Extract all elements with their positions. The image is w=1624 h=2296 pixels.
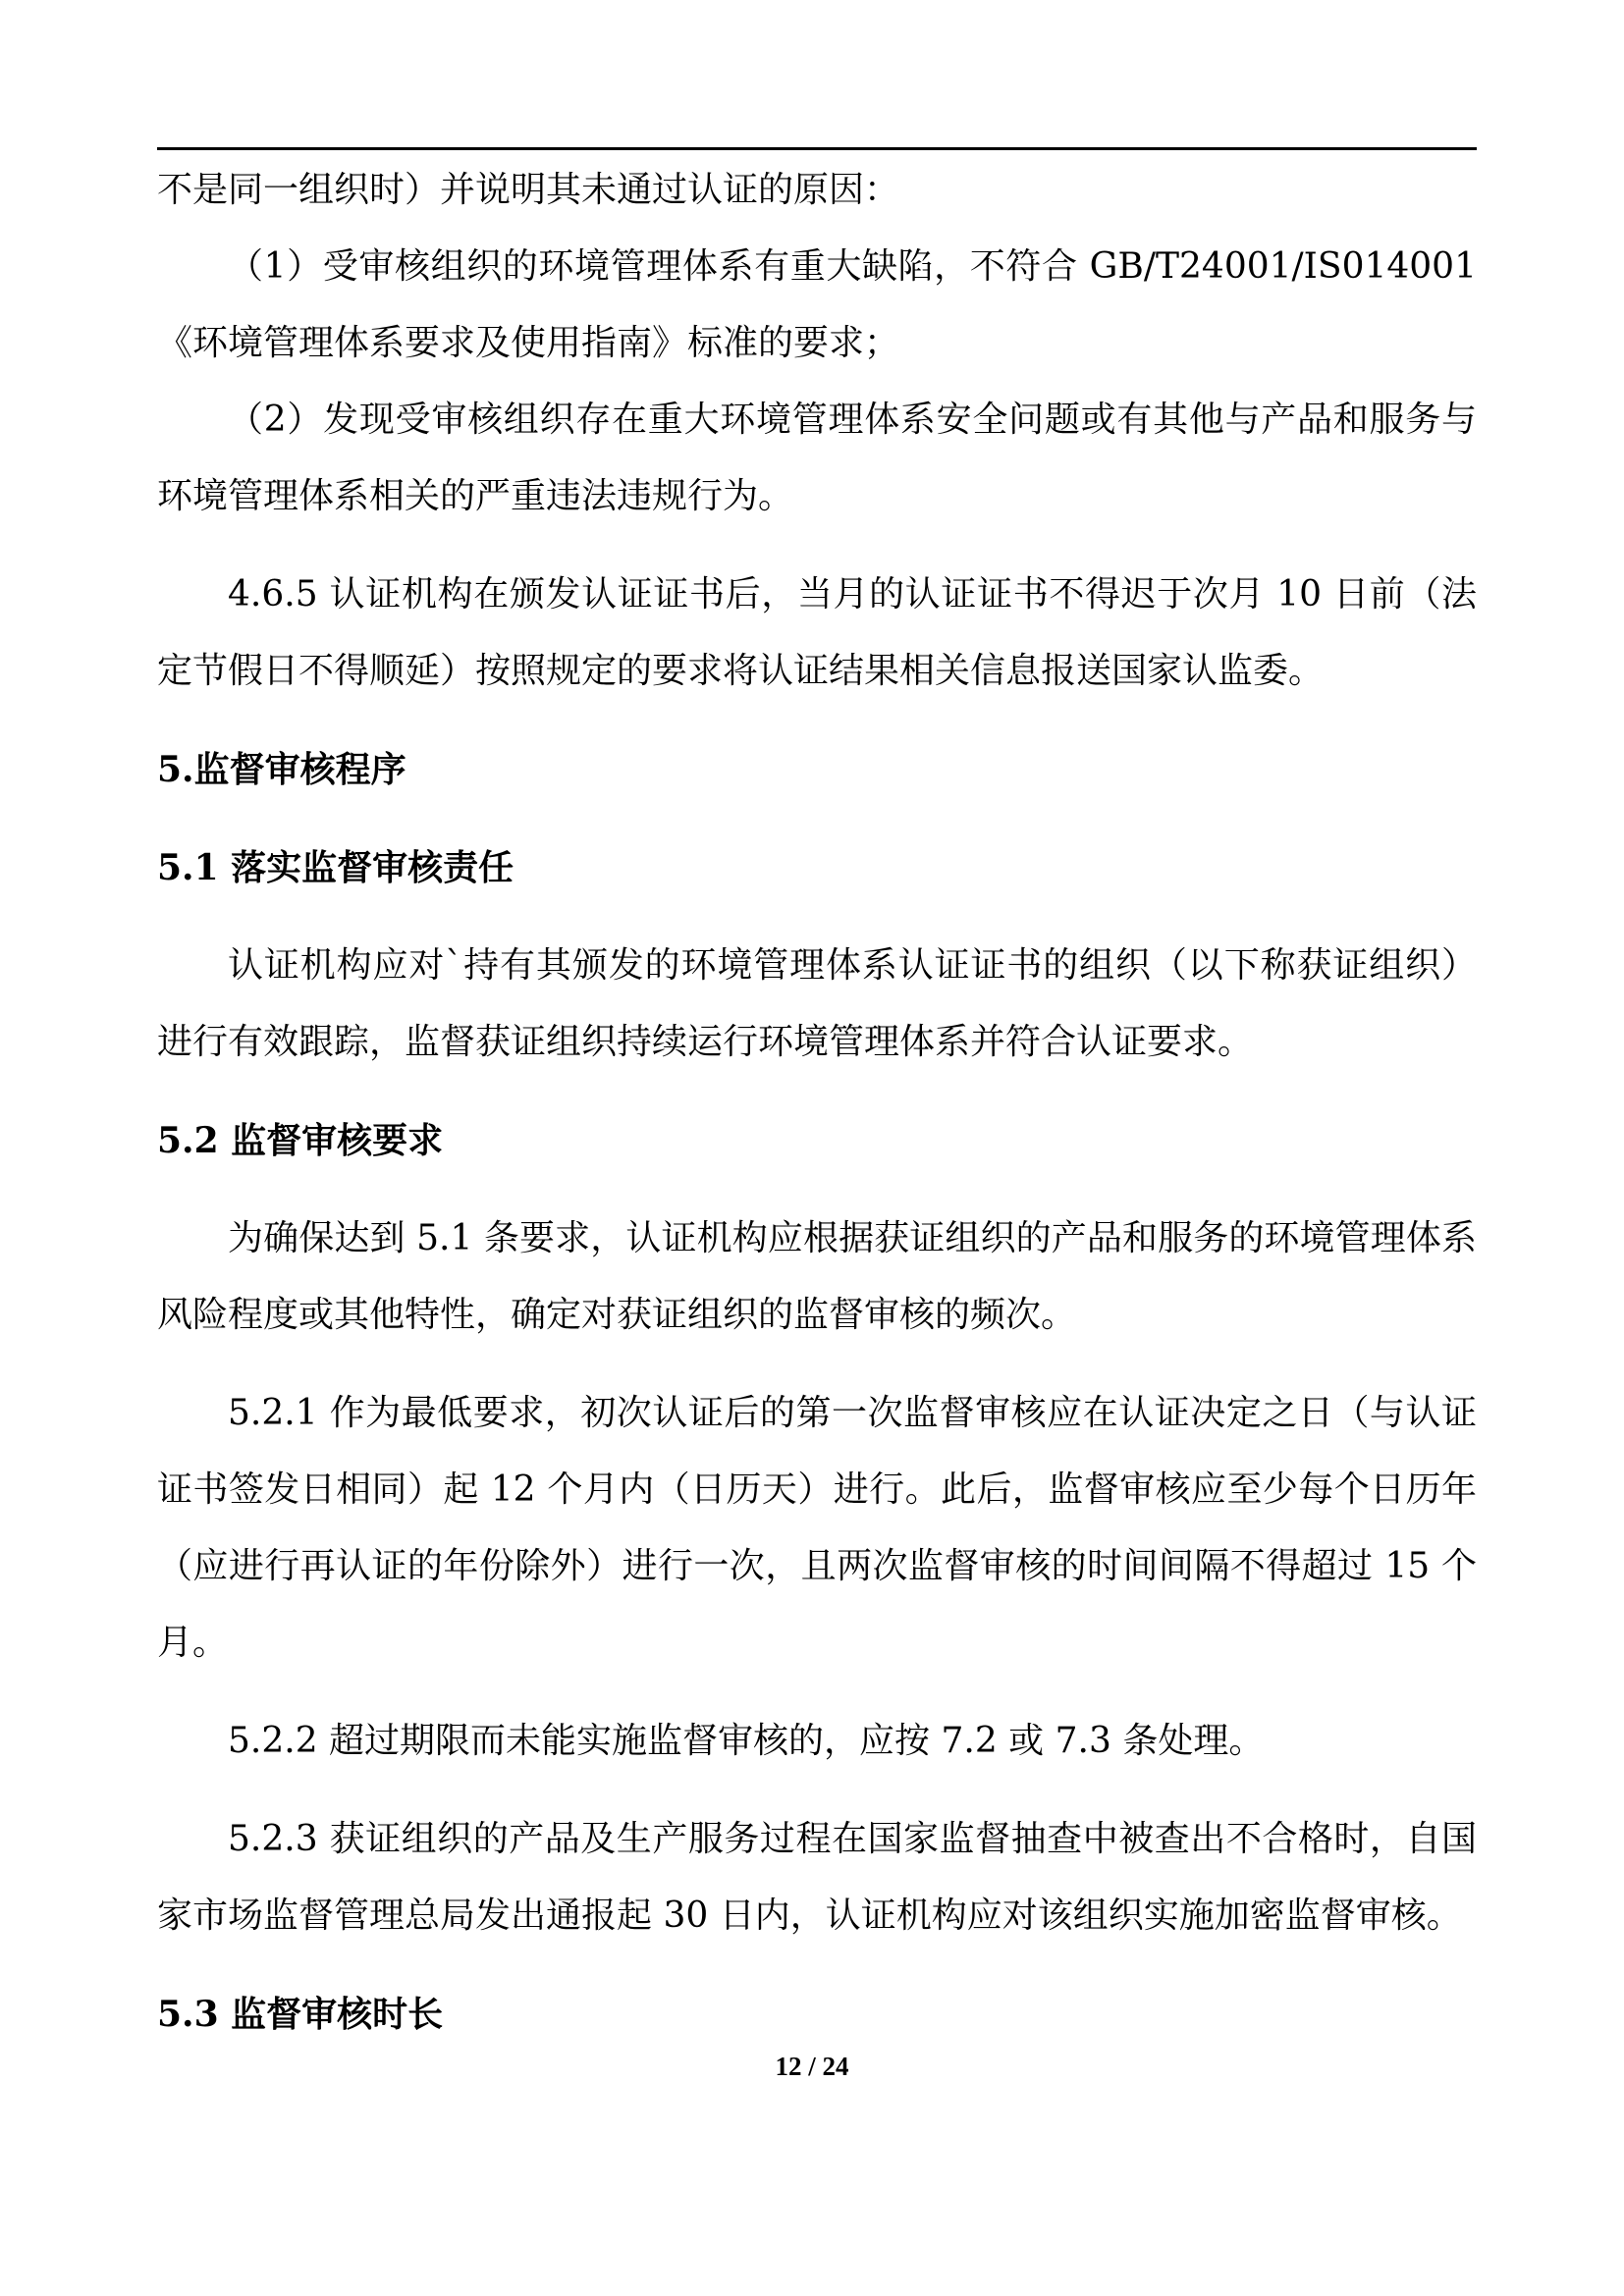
paragraph-item-1: （1）受审核组织的环境管理体系有重大缺陷，不符合 GB/T24001/IS014001《环境管理体系要求及使用指南》标准的要求； <box>157 246 1477 363</box>
section-heading-5-3: 5.3 监督审核时长 <box>157 1994 444 2035</box>
paragraph-continuation: 不是同一组织时）并说明其未通过认证的原因： <box>157 170 900 210</box>
section-heading-5-1: 5.1 落实监督审核责任 <box>157 847 514 888</box>
paragraph-5-1-body: 认证机构应对`持有其颁发的环境管理体系认证证书的组织（以下称获证组织）进行有效跟踪，监督获证组织持续运行环境管理体系并符合认证要求。 <box>157 945 1477 1062</box>
paragraph-5-2-1: 5.2.1 作为最低要求，初次认证后的第一次监督审核应在认证决定之日（与认证证书签发日相同）起 12 个月内（日历天）进行。此后，监督审核应至少每个日历年（应进行再认证的年份除外）进行一次，且两次监督审核的时间间隔不得超过 15 个月。 <box>157 1393 1477 1663</box>
section-heading-5: 5.监督审核程序 <box>157 749 406 790</box>
document-page <box>157 147 1477 2053</box>
paragraph-item-2: （2）发现受审核组织存在重大环境管理体系安全问题或有其他与产品和服务与环境管理体系相关的严重违法违规行为。 <box>157 400 1477 516</box>
paragraph-5-2-2: 5.2.2 超过期限而未能实施监督审核的，应按 7.2 或 7.3 条处理。 <box>228 1721 1265 1761</box>
paragraph-5-2-body: 为确保达到 5.1 条要求，认证机构应根据获证组织的产品和服务的环境管理体系风险程度或其他特性，确定对获证组织的监督审核的频次。 <box>157 1218 1477 1335</box>
section-heading-5-2: 5.2 监督审核要求 <box>157 1120 444 1161</box>
paragraph-5-2-3: 5.2.3 获证组织的产品及生产服务过程在国家监督抽查中被查出不合格时，自国家市场监督管理总局发出通报起 30 日内，认证机构应对该组织实施加密监督审核。 <box>157 1819 1477 1936</box>
paragraph-4-6-5: 4.6.5 认证机构在颁发认证证书后，当月的认证证书不得迟于次月 10 日前（法定节假日不得顺延）按照规定的要求将认证结果相关信息报送国家认监委。 <box>157 574 1477 691</box>
page-number: 12 / 24 <box>775 2052 849 2081</box>
header-rule <box>157 147 1477 150</box>
